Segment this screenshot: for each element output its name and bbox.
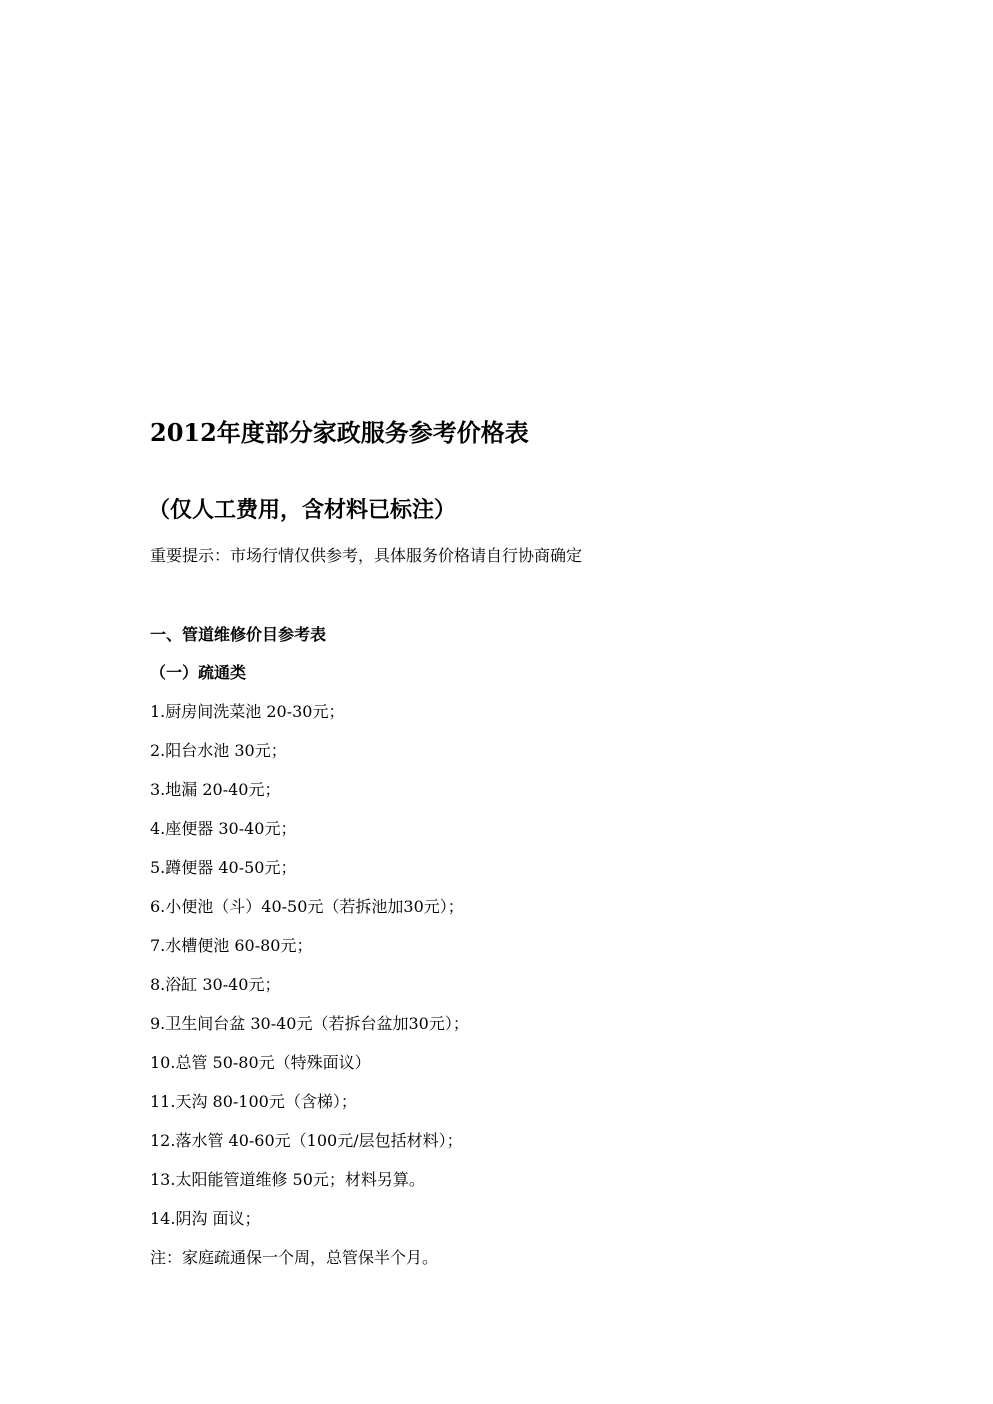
list-item: 7.水槽便池 60-80元； xyxy=(150,936,313,955)
section-heading: 一、管道维修价目参考表 xyxy=(150,625,327,644)
list-item: 8.浴缸 30-40元； xyxy=(150,975,281,994)
list-item: 6.小便池（斗）40-50元（若拆池加30元）； xyxy=(150,897,464,916)
list-item: 2.阳台水池 30元； xyxy=(150,741,287,760)
list-item: 11.天沟 80-100元（含梯）； xyxy=(150,1092,357,1111)
important-notice: 重要提示：市场行情仅供参考，具体服务价格请自行协商确定 xyxy=(150,546,583,565)
document-title: 2012年度部分家政服务参考价格表 xyxy=(150,418,529,447)
list-item: 12.落水管 40-60元（100元/层包括材料）； xyxy=(150,1131,463,1150)
list-item: 13.太阳能管道维修 50元；材料另算。 xyxy=(150,1170,425,1189)
subsection-heading: （一）疏通类 xyxy=(150,663,247,682)
document-subtitle: （仅人工费用，含材料已标注） xyxy=(148,497,457,523)
list-item: 3.地漏 20-40元； xyxy=(150,780,281,799)
footnote: 注：家庭疏通保一个周，总管保半个月。 xyxy=(150,1248,439,1267)
list-item: 1.厨房间洗菜池 20-30元； xyxy=(150,702,345,721)
list-item: 5.蹲便器 40-50元； xyxy=(150,858,297,877)
list-item: 9.卫生间台盆 30-40元（若拆台盆加30元）； xyxy=(150,1014,469,1033)
list-item: 10.总管 50-80元（特殊面议） xyxy=(150,1053,371,1072)
list-item: 14.阴沟 面议； xyxy=(150,1209,261,1228)
list-item: 4.座便器 30-40元； xyxy=(150,819,297,838)
